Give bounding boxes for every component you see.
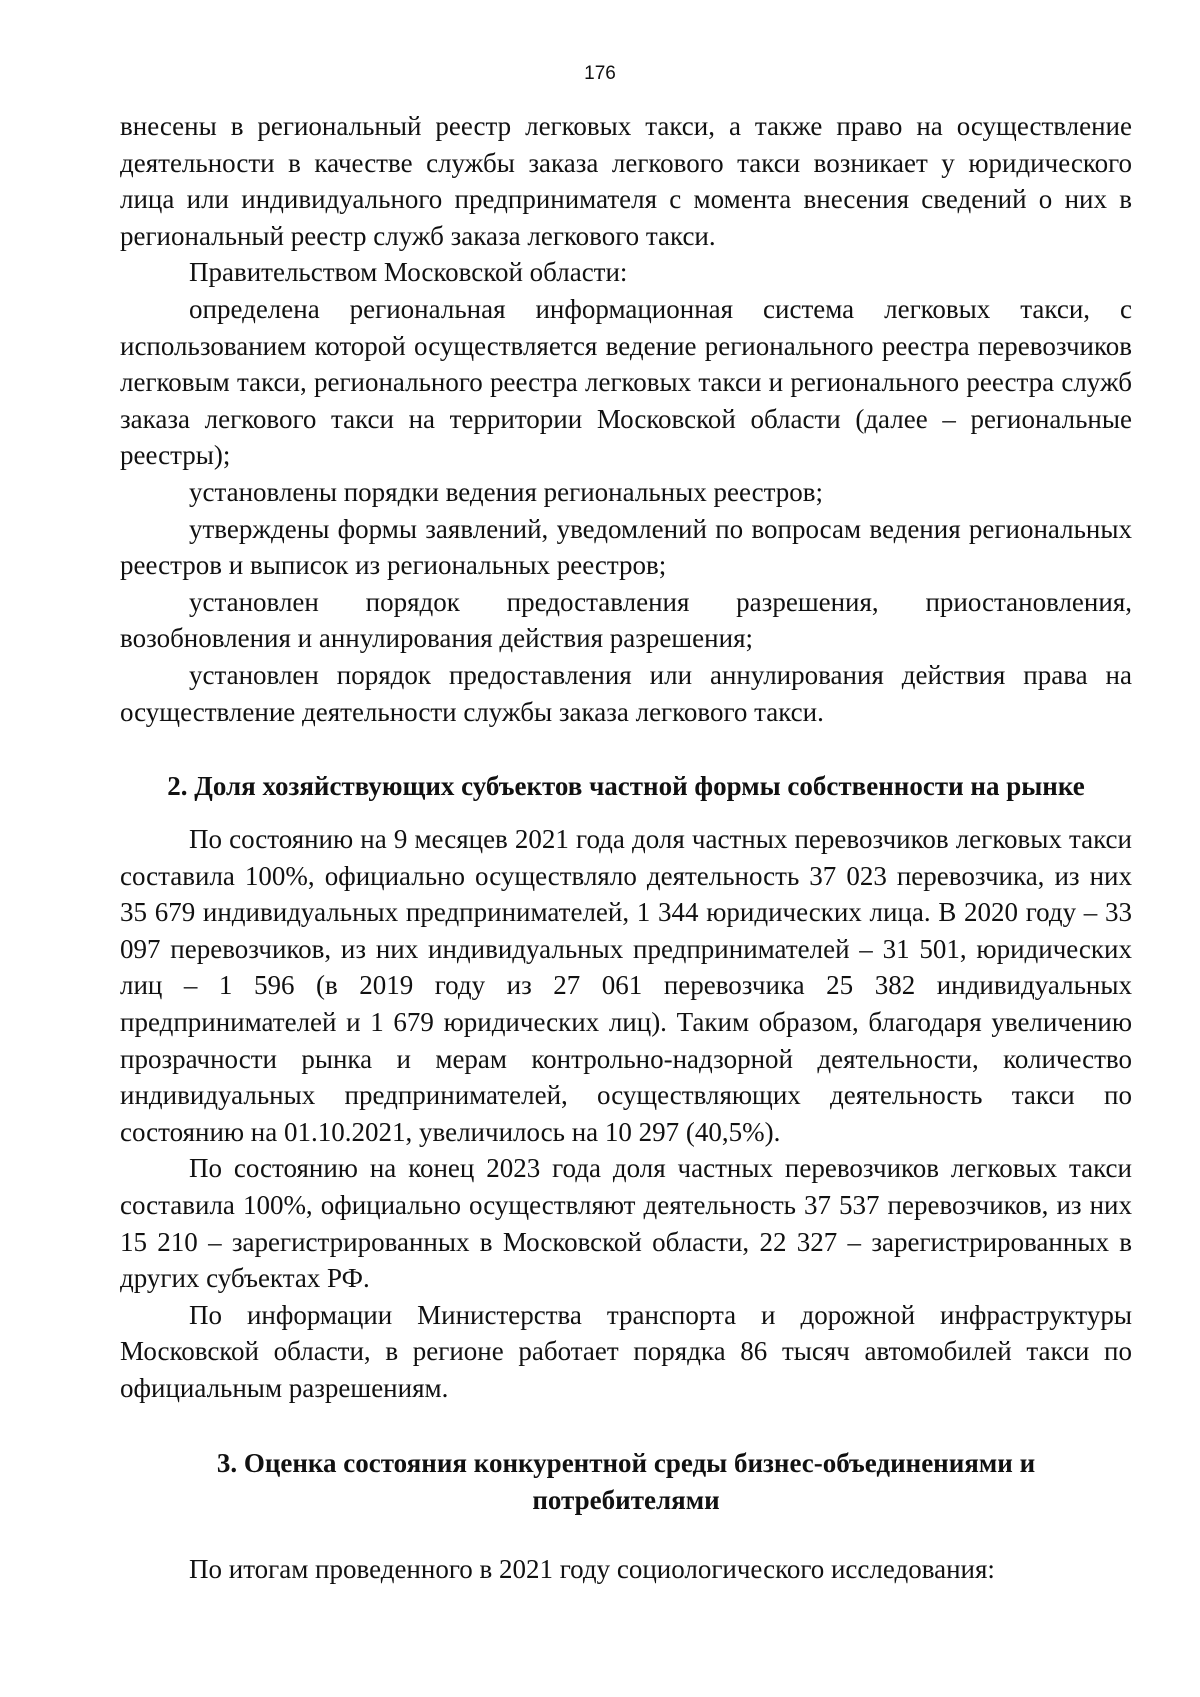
paragraph: Правительством Московской области:: [189, 257, 628, 288]
paragraph: внесены в региональный реестр легковых такси, а также право на осуществление деятельности в качестве службы заказа легкового такси возникает у юридического лица или индивидуального предпринимателя с момента внесения сведений о них в региональный реестр служб заказа легкового такси.: [120, 111, 1132, 251]
section-2-heading-block: [120, 768, 1132, 805]
paragraph: утверждены формы заявлений, уведомлений по вопросам ведения региональных реестров и выписок из региональных реестров;: [120, 513, 1132, 581]
section-heading: 2. Доля хозяйствующих субъектов частной формы собственности на рынке: [167, 771, 1085, 801]
section-3-heading-block: [120, 1445, 1132, 1518]
section-2-text: [120, 821, 1132, 1407]
paragraph: установлены порядки ведения региональных реестров;: [189, 476, 823, 507]
section-heading: 3. Оценка состояния конкурентной среды бизнес-объединениями и потребителями: [216, 1448, 1036, 1515]
paragraph: По состоянию на конец 2023 года доля частных перевозчиков легковых такси составила 100%, официально осуществляют деятельность 37 537 перевозчиков, из них 15 210 – зарегистрированных в Московской области, 22 327 – зарегистрированных в других субъектах РФ.: [120, 1153, 1132, 1294]
paragraph: установлен порядок предоставления или аннулирования действия права на осуществление деятельности службы заказа легкового такси.: [120, 659, 1132, 727]
paragraph: По состоянию на 9 месяцев 2021 года доля частных перевозчиков легковых такси составила 100%, официально осуществляло деятельность 37 023 перевозчика, из них 35 679 индивидуальных предпринимателей, 1 344 юридических лица. В 2020 году – 33 097 перевозчиков, из них индивидуальных предпринимателей – 31 501, юридических лиц – 1 596 (в 2019 году из 27 061 перевозчика 25 382 индивидуальных предпринимателей и 1 679 юридических лиц). Таким образом, благодаря увеличению прозрачности рынка и мерам контрольно-надзорной деятельности, количество индивидуальных предпринимателей, осуществляющих деятельность такси по состоянию на 01.10.2021, увеличилось на 10 297 (40,5%).: [120, 824, 1132, 1147]
paragraph: определена региональная информационная система легковых такси, с использованием которой осуществляется ведение регионального реестра перевозчиков легковым такси, регионального реестра легковых такси и регионального реестра служб заказа легкового такси на территории Московской области (далее – региональные реестры);: [120, 293, 1132, 471]
paragraph: установлен порядок предоставления разрешения, приостановления, возобновления и аннулирования действия разрешения;: [120, 586, 1132, 654]
section-1-text: [120, 108, 1132, 730]
page-number: 176: [584, 63, 616, 84]
section-3-text: [120, 1551, 1132, 1588]
paragraph: По итогам проведенного в 2021 году социологического исследования:: [189, 1554, 995, 1584]
paragraph: По информации Министерства транспорта и дорожной инфраструктуры Московской области, в регионе работает порядка 86 тысяч автомобилей такси по официальным разрешениям.: [120, 1299, 1132, 1403]
